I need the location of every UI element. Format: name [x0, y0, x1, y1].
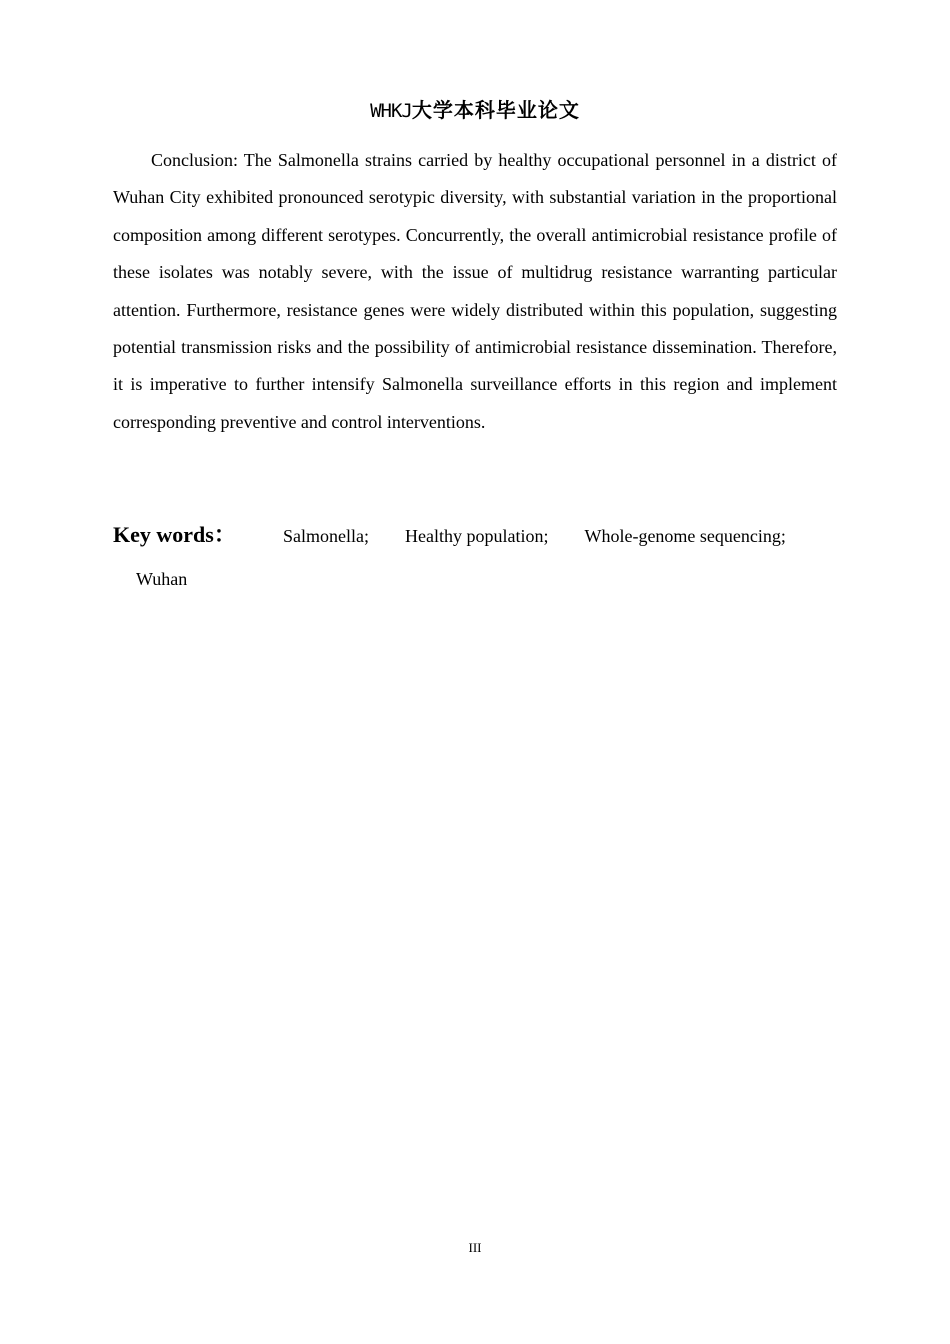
keyword-item-wrapped: Wuhan	[136, 569, 188, 589]
keywords-line	[113, 518, 837, 549]
header-thesis-title: 大学本科毕业论文	[411, 98, 580, 122]
conclusion-paragraph: Conclusion: The Salmonella strains carried by healthy occupational personnel in a district of Wuhan City exhibited pronounced serotypic diversity, with substantial variation in the proportional composition among different serotypes. Concurrently, the overall antimicrobial resistance profile of these isolates was notably severe, with the issue of multidrug resistance warranting particular attention. Furthermore, resistance genes were widely distributed within this population, suggesting potential transmission risks and the possibility of antimicrobial resistance dissemination. Therefore, it is imperative to further intensify Salmonella surveillance efforts in this region and implement corresponding preventive and control interventions.	[113, 150, 837, 432]
keyword-item: Salmonella;	[283, 526, 369, 546]
page-number: III	[468, 1240, 482, 1255]
keywords-label: Key words：	[113, 522, 236, 547]
keyword-item: Healthy population;	[404, 526, 549, 546]
keyword-item: Whole-genome sequencing;	[584, 526, 786, 546]
page-header	[0, 96, 950, 125]
header-university-code: WHKJ	[370, 100, 412, 122]
